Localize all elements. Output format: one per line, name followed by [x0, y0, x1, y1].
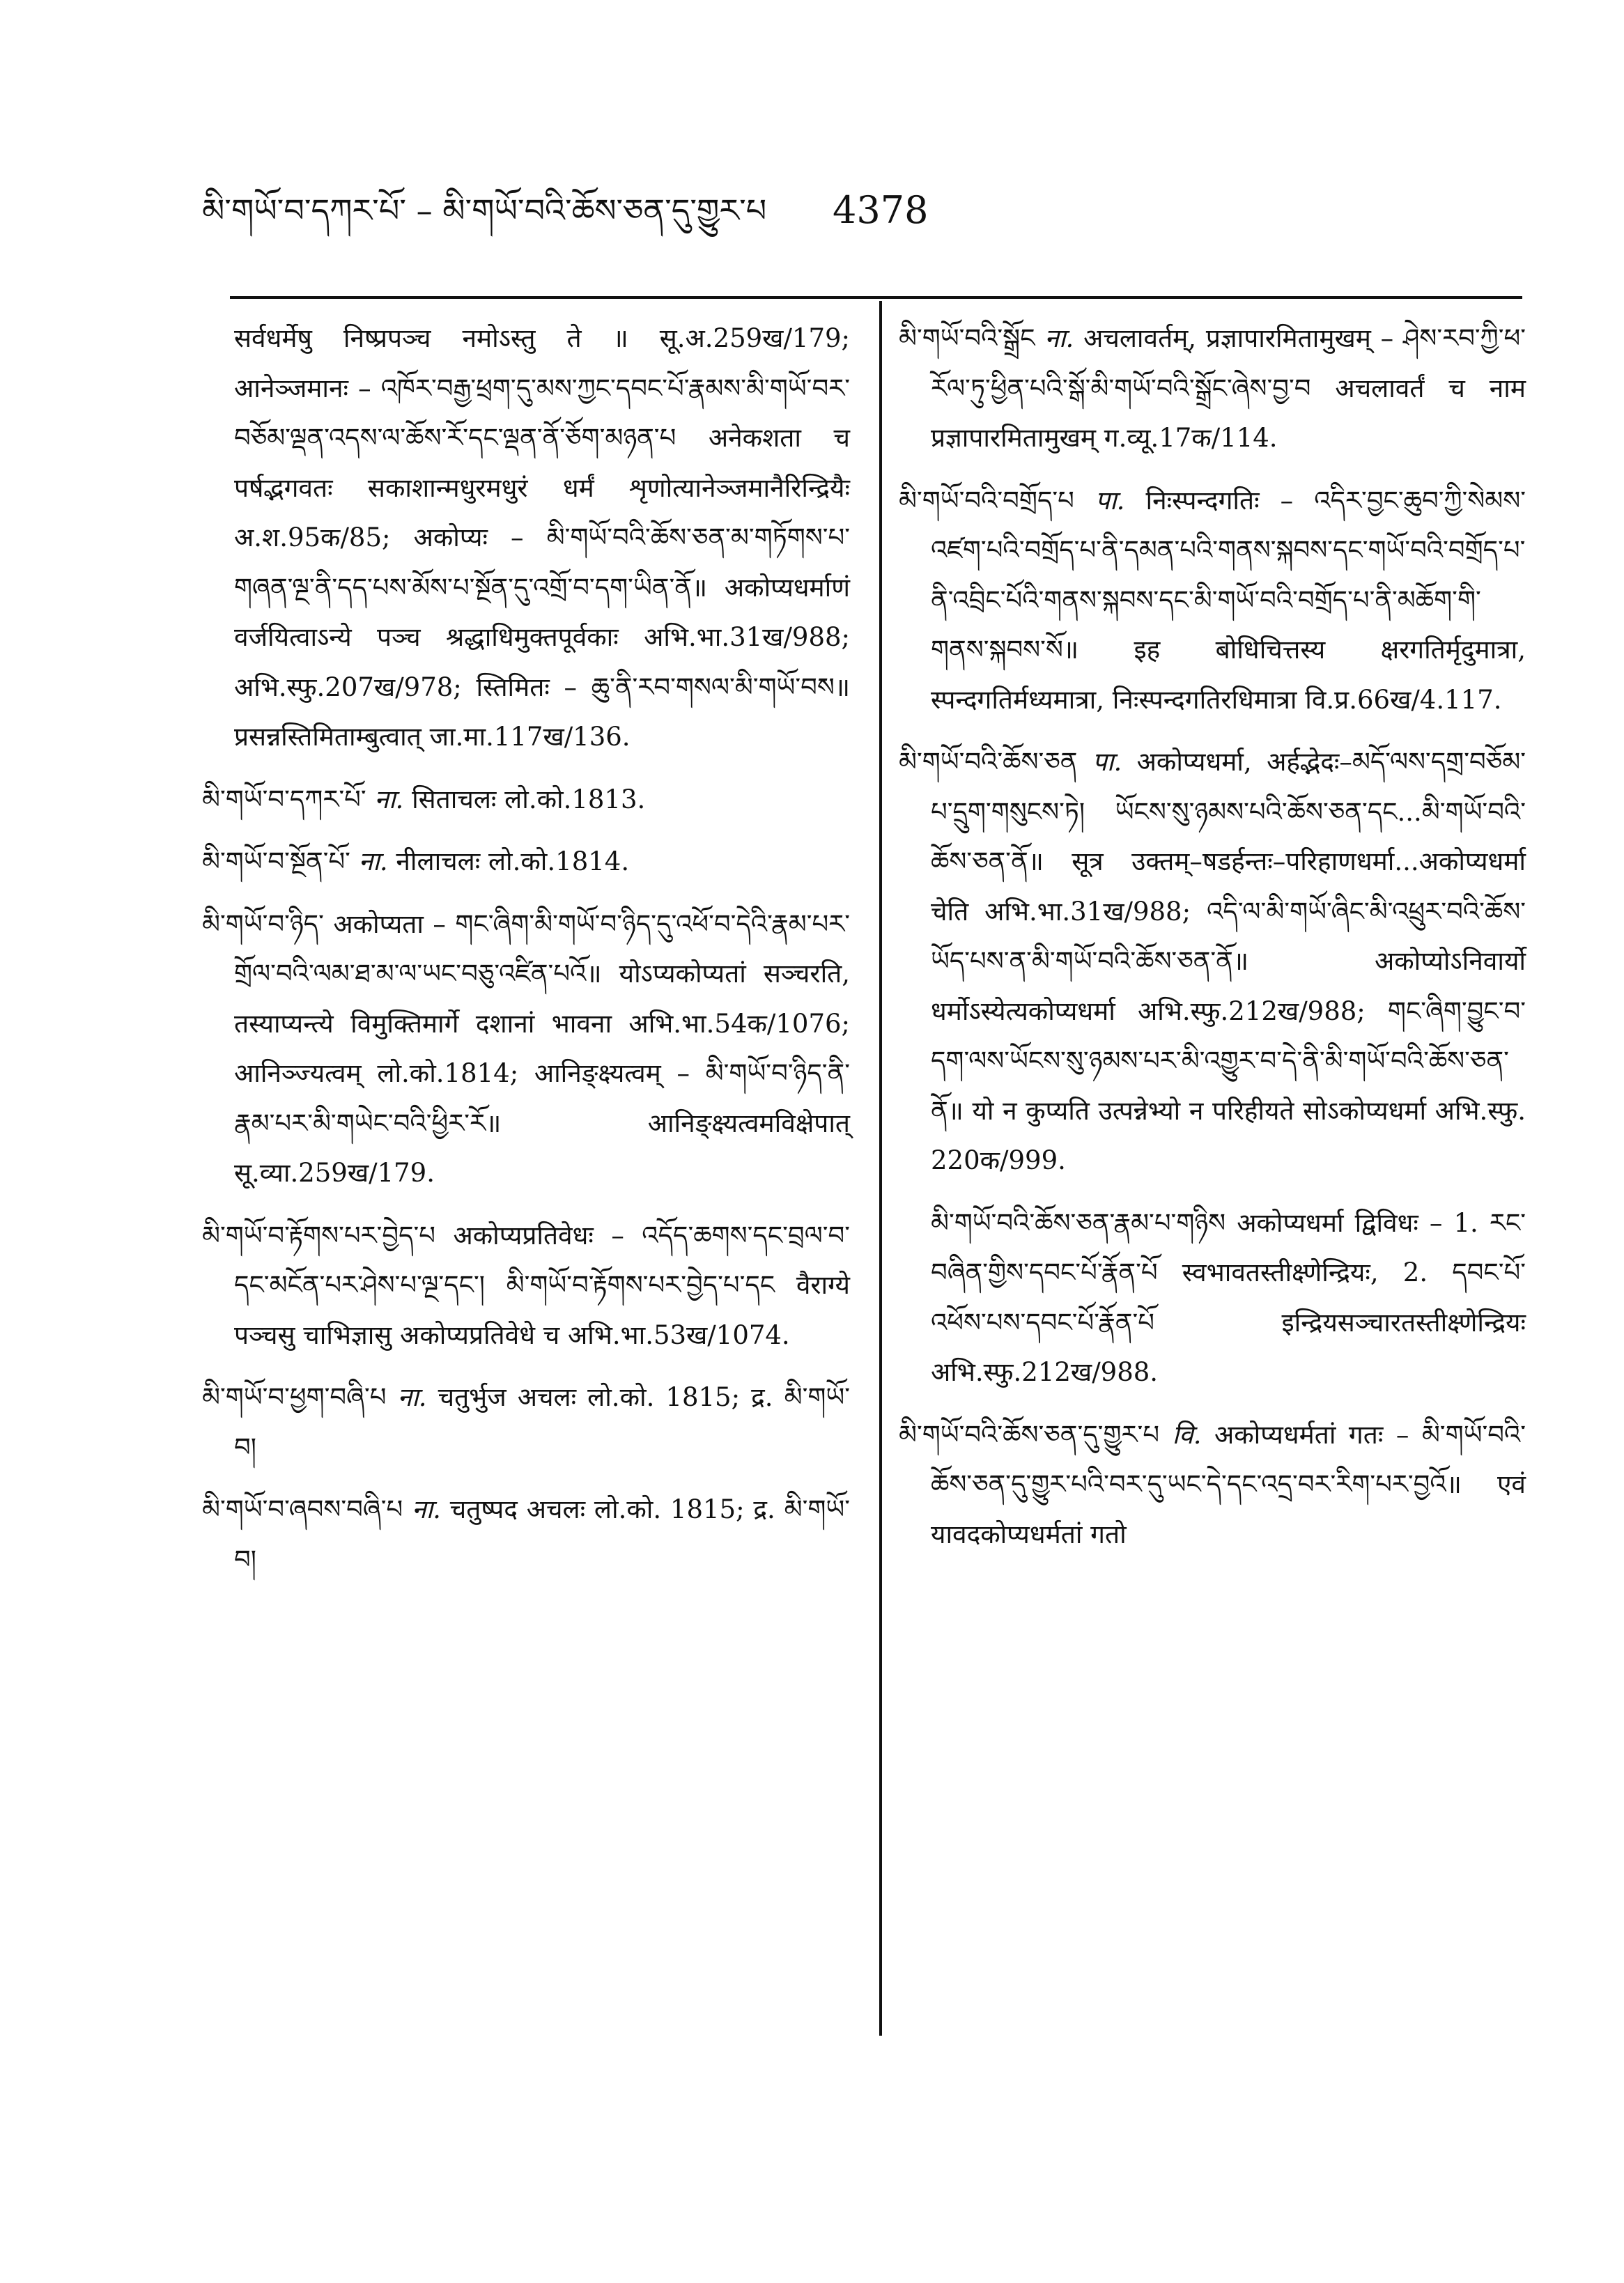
- entry-abbreviation: पा.: [1095, 485, 1125, 516]
- entry-text: नीलाचलः लो.को.1814.: [396, 846, 630, 876]
- entry-abbreviation: ना.: [1044, 323, 1074, 353]
- dictionary-entry: [202, 837, 850, 887]
- entry-text: निःस्पन्दगतिः – འདིར་བྱང་ཆུབ་ཀྱི་སེམས་འཛག་པའི་བགྲོད་པ་ནི་དམན་པའི་གནས་སྐབས་དང་གཡོ་བའི་བགྲོད་པ་ནི་འབྲིང་པོའི་གནས་སྐབས་དང་མི་གཡོ་བའི་བགྲོད་པ་ནི་མཆོག་གི་གནས་སྐབས་སོ॥ इह बोधिचित्तस्य क्षरगतिर्मृदुमात्रा, स्पन्दगतिर्मध्यमात्रा, निःस्पन्दगतिरधिमात्रा वि.प्र.66ख/4.117.: [931, 485, 1526, 715]
- right-column: [899, 314, 1526, 1572]
- entry-abbreviation: ना.: [358, 846, 388, 876]
- entry-headword: མི་གཡོ་བའི་བགྲོད་པ: [899, 485, 1074, 516]
- entry-headword: མི་གཡོ་བ་ཕྱག་བཞི་པ: [202, 1382, 387, 1412]
- entry-abbreviation: ना.: [374, 784, 404, 814]
- dictionary-entry: [202, 899, 850, 1198]
- entry-text: མི་གཡོ་བའི་ཆོས་ཅན་རྣམ་པ་གཉིས अकोप्यधर्मा द्विविधः – 1. རང་བཞིན་གྱིས་དབང་པོ་རྣོན་པོ स्वभावतस्तीक्ष्णेन्द्रियः, 2. དབང་པོ་འཕོས་པས་དབང་པོ་རྣོན་པོ इन्द्रियसञ्चारतस्तीक्ष्णेन्द्रियः अभि.स्फु.212ख/988.: [931, 1207, 1526, 1387]
- header-title: མི་གཡོ་བ་དཀར་པོ་ – མི་གཡོ་བའི་ཆོས་ཅན་དུ་གྱུར་པ: [202, 192, 767, 229]
- left-column: [202, 314, 850, 1597]
- entry-abbreviation: ना.: [397, 1382, 427, 1412]
- entry-headword: མི་གཡོ་བ་ཞབས་བཞི་པ: [202, 1494, 403, 1524]
- header-rule: [230, 296, 1522, 299]
- dictionary-entry: [202, 1211, 850, 1361]
- dictionary-entry: [202, 1372, 850, 1472]
- dictionary-entry: [899, 1410, 1526, 1560]
- dictionary-entry: [899, 476, 1526, 725]
- entry-headword: མི་གཡོ་བའི་སྒྲོང: [899, 323, 1035, 353]
- entry-abbreviation: ना.: [412, 1494, 441, 1524]
- entry-text: अकोप्यधर्मा, अर्हद्भेदः–མདོ་ལས་དགྲ་བཅོམ་པ་དྲུག་གསུངས་ཏེ། ཡོངས་སུ་ཉམས་པའི་ཆོས་ཅན་དང...མི་གཡོ་བའི་ཆོས་ཅན་ནོ॥ सूत्र उक्तम्–षडर्हन्तः–परिहाणधर्मा...अकोप्यधर्मा चेति अभि.भा.31ख/988; འདི་ལ་མི་གཡོ་ཞིང་མི་འཕྲུར་བའི་ཆོས་ཡོད་པས་ན་མི་གཡོ་བའི་ཆོས་ཅན་ནོ॥ अकोप्योऽनिवार्यो धर्मोऽस्येत्यकोप्यधर्मा अभि.स्फु.212ख/988; གང་ཞིག་བྱུང་བ་དག་ལས་ཡོངས་སུ་ཉམས་པར་མི་འགྱུར་བ་དེ་ནི་མི་གཡོ་བའི་ཆོས་ཅན་ནོ॥ यो न कुप्यति उत्पन्नेभ्यो न परिहीयते सोऽकोप्यधर्मा अभि.स्फु. 220क/999.: [931, 747, 1526, 1175]
- dictionary-entry: [202, 1485, 850, 1584]
- entry-headword: མི་གཡོ་བ་རྟོགས་པར་བྱེད་པ: [202, 1220, 435, 1251]
- entry-headword: མི་གཡོ་བ་སྔོན་པོ་: [202, 846, 350, 876]
- entry-abbreviation: पा.: [1092, 747, 1122, 777]
- dictionary-subentry: [899, 1198, 1526, 1398]
- entry-abbreviation: वि.: [1172, 1419, 1202, 1450]
- entry-headword: མི་གཡོ་བ་དཀར་པོ་: [202, 784, 366, 814]
- entry-text: अकोप्यधर्मतां गतः – མི་གཡོ་བའི་ཆོས་ཅན་དུ་གྱུར་པའི་བར་དུ་ཡང་དེ་དང་འདྲ་བར་རིག་པར་བྱའོ॥ एवं यावदकोप्यधर्मतां गतो: [931, 1419, 1526, 1549]
- dictionary-entry-continued: [202, 314, 850, 762]
- entry-text: चतुष्पद अचलः लो.को. 1815; द्र. མི་གཡོ་བ།: [234, 1494, 850, 1574]
- entry-text: अकोप्यता – གང་ཞིག་མི་གཡོ་བ་ཉིད་དུ་འཕོ་བ་དེའི་རྣམ་པར་གྲོལ་བའི་ལམ་ཐ་མ་ལ་ཡང་བཅུ་འཛིན་པའོ॥ योऽप्यकोप्यतां सञ्चरति, तस्याप्यन्त्ये विमुक्तिमार्गे दशानां भावना अभि.भा.54क/1076; आनिञ्ज्यत्वम् लो.को.1814; आनिङ्क्ष्यत्वम् – མི་གཡོ་བ་ཉིད་ནི་རྣམ་པར་མི་གཡེང་བའི་ཕྱིར་རོ॥ आनिङ्क्ष्यत्वमविक्षेपात् सू.व्या.259ख/179.: [234, 908, 850, 1188]
- entry-text: सर्वधर्मेषु निष्प्रपञ्च नमोऽस्तु ते ॥ सू.अ.259ख/179; आनेञ्जमानः – འཁོར་བརྒྱ་ཕྲག་དུ་མས་ཀྱང་དབང་པོ་རྣམས་མི་གཡོ་བར་བཅོམ་ལྡན་འདས་ལ་ཆོས་རོ་དང་ལྡན་ནོ་ཅོག་མཉན་པ अनेकशता च पर्षद्भगवतः सकाशान्मधुरमधुरं धर्मं शृणोत्यानेञ्जमानैरिन्द्रियैः अ.श.95क/85; अकोप्यः – མི་གཡོ་བའི་ཆོས་ཅན་མ་གཏོགས་པ་གཞན་ལྔ་ནི་དད་པས་མོས་པ་སྔོན་དུ་འགྲོ་བ་དག་ཡིན་ནོ॥ अकोप्यधर्माणं वर्जयित्वाऽन्ये पञ्च श्रद्धाधिमुक्तपूर्वकाः अभि.भा.31ख/988; अभि.स्फु.207ख/978; स्तिमितः – ཆུ་ནི་རབ་གསལ་མི་གཡོ་བས॥ प्रसन्नस्तिमिताम्बुत्वात् जा.मा.117ख/136.: [234, 323, 850, 752]
- dictionary-entry: [899, 737, 1526, 1186]
- dictionary-entry: [202, 775, 850, 825]
- entry-headword: མི་གཡོ་བའི་ཆོས་ཅན་དུ་གྱུར་པ: [899, 1419, 1160, 1450]
- entry-headword: མི་གཡོ་བའི་ཆོས་ཅན: [899, 747, 1078, 777]
- entry-text: अचलावर्तम्, प्रज्ञापारमितामुखम् – ཤེས་རབ་ཀྱི་ཕ་རོལ་ཏུ་ཕྱིན་པའི་སྒོ་མི་གཡོ་བའི་སྒྲོང་ཞེས་བྱ་བ अचलावर्तं च नाम प्रज्ञापारमितामुखम् ग.व्यू.17क/114.: [931, 323, 1526, 453]
- column-divider: [879, 301, 882, 2036]
- entry-headword: མི་གཡོ་བ་ཉིད་: [202, 908, 324, 939]
- page-header: [202, 189, 1456, 245]
- entry-text: सिताचलः लो.को.1813.: [412, 784, 646, 814]
- entry-text: चतुर्भुज अचलः लो.को. 1815; द्र. མི་གཡོ་བ།: [234, 1382, 851, 1462]
- dictionary-entry: [899, 314, 1526, 463]
- entry-text: अकोप्यप्रतिवेधः – འདོད་ཆགས་དང་བྲལ་བ་དང་མངོན་པར་ཤེས་པ་ལྔ་དང་། མི་གཡོ་བ་རྟོགས་པར་བྱེད་པ་དང वैराग्ये पञ्चसु चाभिज्ञासु अकोप्यप्रतिवेधे च अभि.भा.53ख/1074.: [234, 1220, 850, 1350]
- page-number: 4378: [833, 188, 929, 232]
